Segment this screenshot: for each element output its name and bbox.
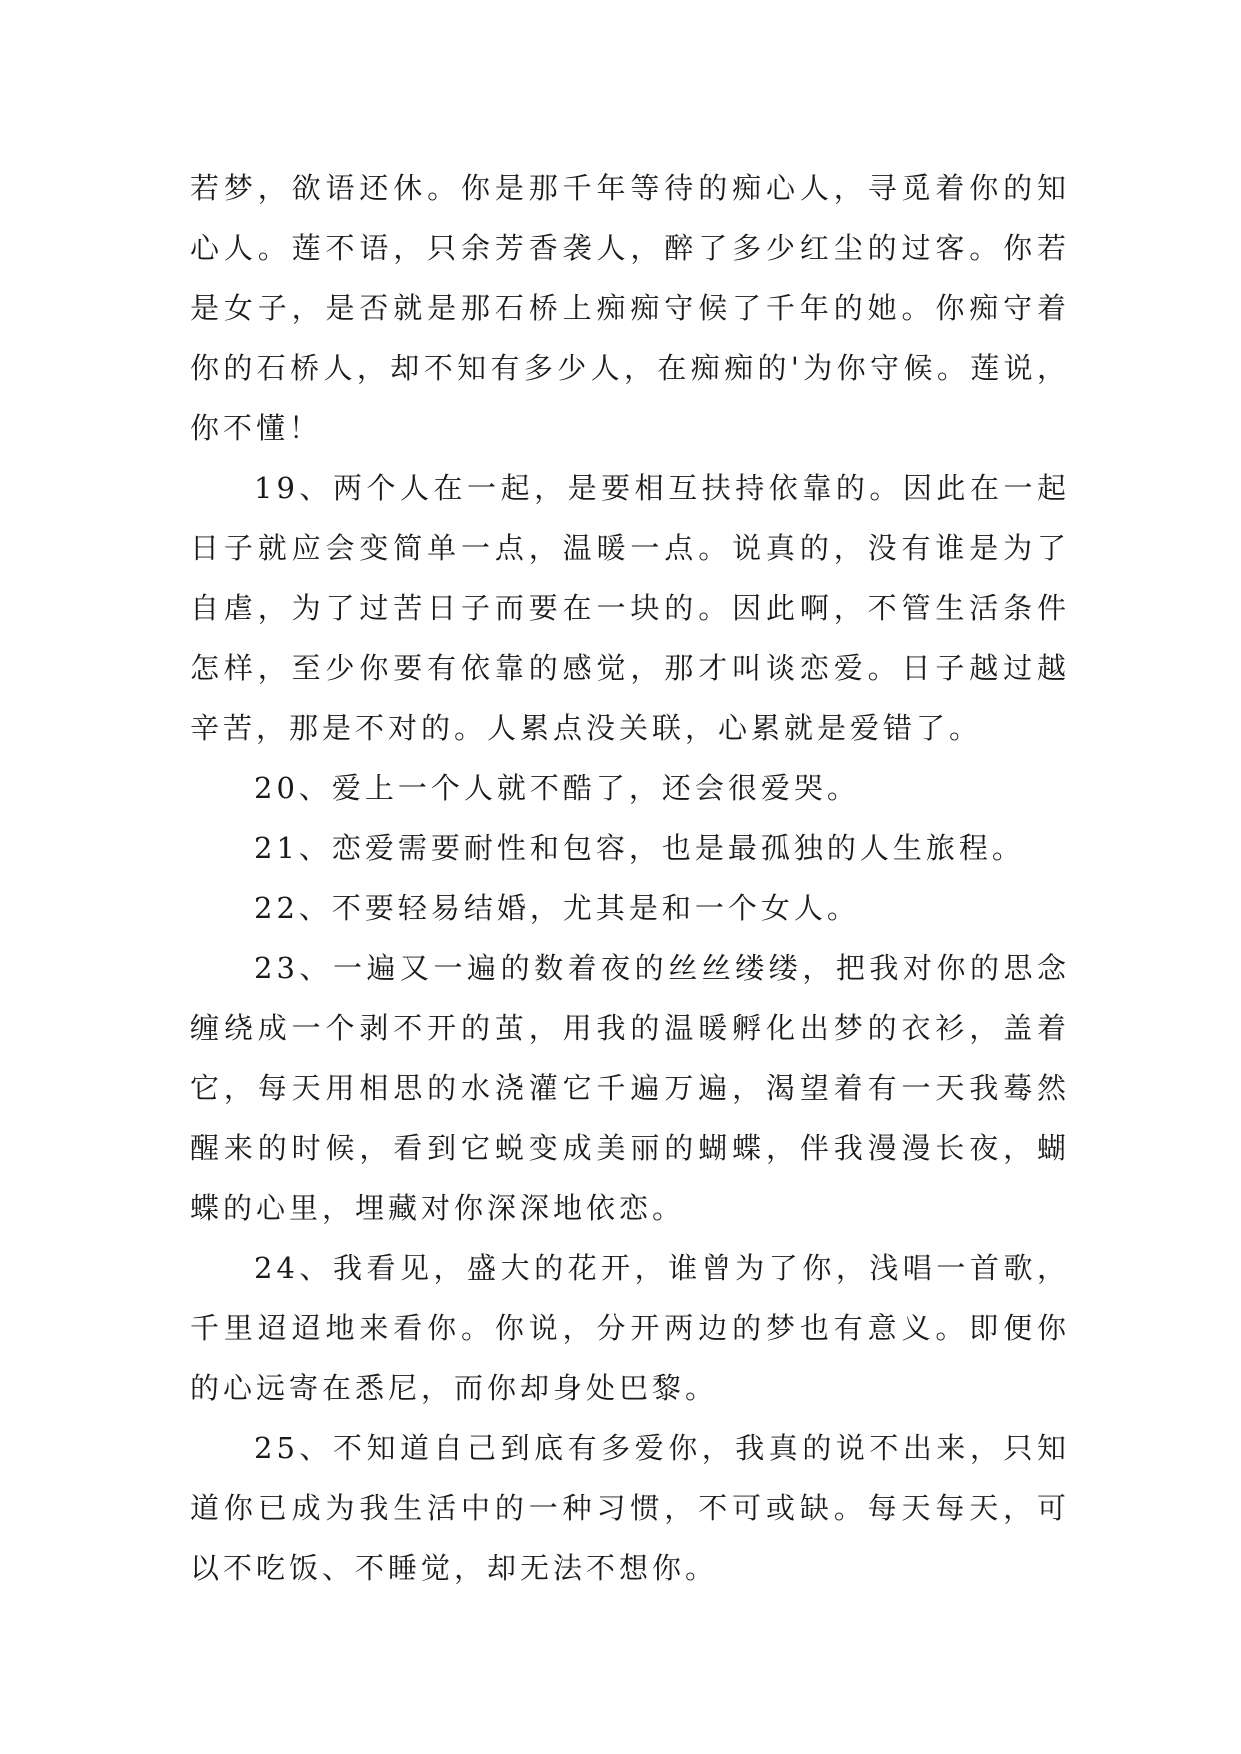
paragraph-continuation: 若梦，欲语还休。你是那千年等待的痴心人，寻觅着你的知心人。莲不语，只余芳香袭人，醉了多少红尘的过客。你若是女子，是否就是那石桥上痴痴守候了千年的她。你痴守着你的石桥人，却不知有多少人，在痴痴的'为你守候。莲说，你不懂！ — [190, 171, 1070, 445]
paragraph-21: 21、恋爱需要耐性和包容，也是最孤独的人生旅程。 — [254, 831, 1025, 865]
paragraph-20: 20、爱上一个人就不酷了，还会很爱哭。 — [254, 771, 860, 805]
paragraph-24: 24、我看见，盛大的花开，谁曾为了你，浅唱一首歌，千里迢迢地来看你。你说，分开两边的梦也有意义。即便你的心远寄在悉尼，而你却身处巴黎。 — [190, 1251, 1070, 1405]
paragraph-22: 22、不要轻易结婚，尤其是和一个女人。 — [254, 891, 860, 925]
paragraph-25: 25、不知道自己到底有多爱你，我真的说不出来，只知道你已成为我生活中的一种习惯，不可或缺。每天每天，可以不吃饭、不睡觉，却无法不想你。 — [190, 1431, 1070, 1585]
paragraph-23: 23、一遍又一遍的数着夜的丝丝缕缕，把我对你的思念缠绕成一个剥不开的茧，用我的温暖孵化出梦的衣衫，盖着它，每天用相思的水浇灌它千遍万遍，渴望着有一天我蓦然醒来的时候，看到它蜕变成美丽的蝴蝶，伴我漫漫长夜，蝴蝶的心里，埋藏对你深深地依恋。 — [190, 951, 1070, 1225]
document-page — [190, 158, 1070, 1598]
paragraph-19: 19、两个人在一起，是要相互扶持依靠的。因此在一起日子就应会变简单一点，温暖一点。说真的，没有谁是为了自虐，为了过苦日子而要在一块的。因此啊，不管生活条件怎样，至少你要有依靠的感觉，那才叫谈恋爱。日子越过越辛苦，那是不对的。人累点没关联，心累就是爱错了。 — [190, 471, 1070, 745]
